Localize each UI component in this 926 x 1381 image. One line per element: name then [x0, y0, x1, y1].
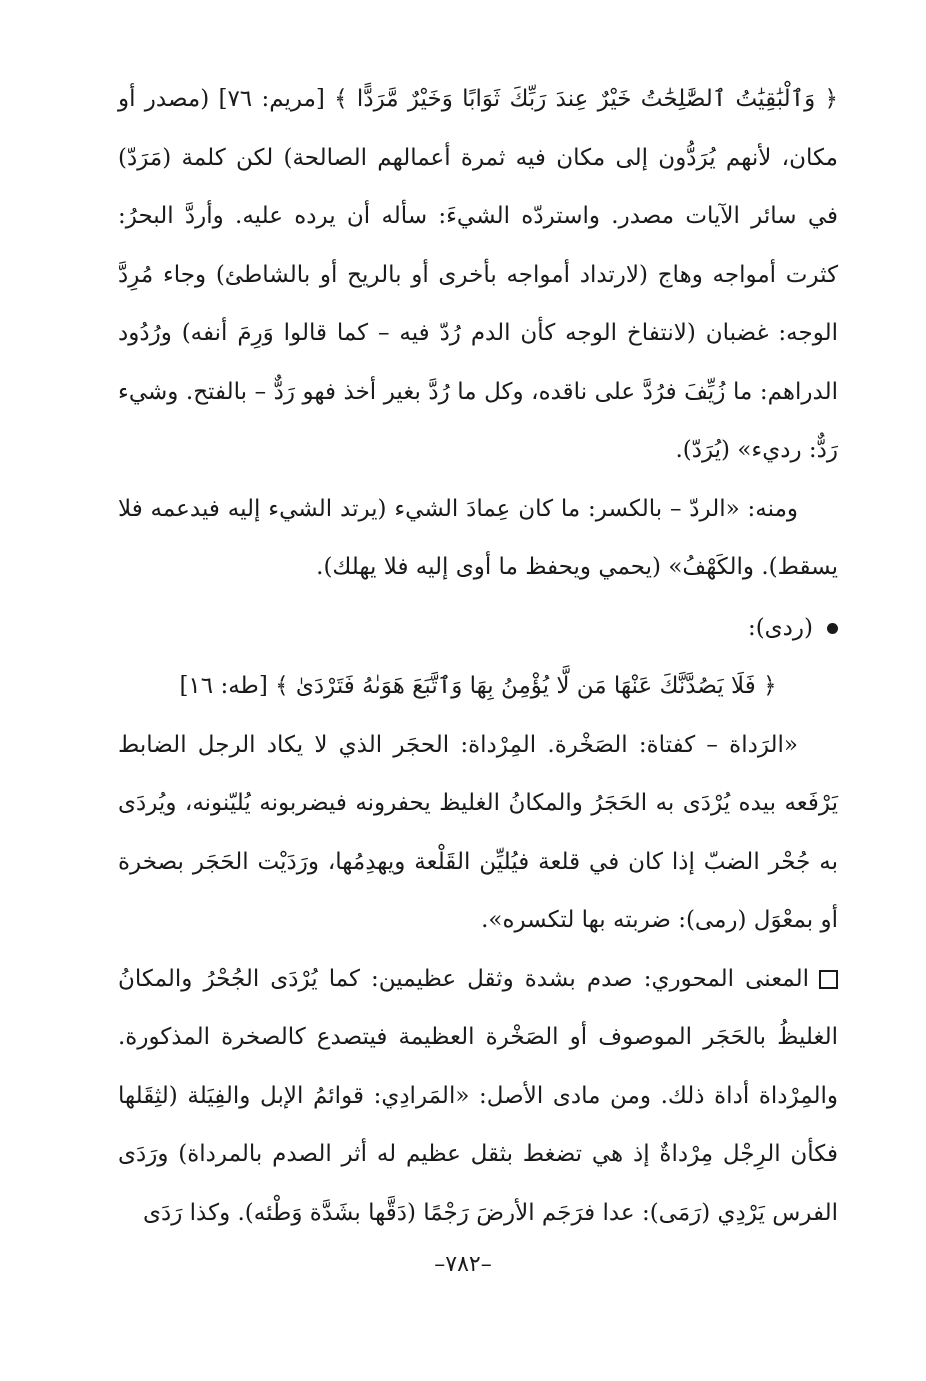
text-line: الوجه: غضبان (لانتفاخ الوجه كأن الدم رُدّ فيه – كما قالوا وَرِمَ أنفه) ورُدُود: [118, 320, 838, 346]
paragraph-4: [118, 950, 838, 1243]
text-line: بمعْوَل (رمى): ضربته بها لتكسره».: [481, 907, 814, 933]
section-heading: [118, 599, 838, 658]
paragraph-1: [118, 70, 838, 480]
text-line: جُحْر الضبّ إذا كان في قلعة فيُليِّن القَلْعة ويهدِمُها، ورَدَيْت الحَجَر بصخرة أو: [118, 848, 838, 933]
text-line: والمِرْداة أداة ذلك. ومن مادى الأصل: «المَرادِي: قوائمُ الإبل والفِيَلة (لثِقَلها: [118, 1082, 838, 1109]
square-icon: [819, 970, 838, 989]
text-line: يَرْفَعه بيده يُرْدَى به الحَجَرُ والمكانُ الغليظ يحفرونه فيضربونه يُليّنونه، ويُردَى به: [118, 790, 838, 875]
main-text: [118, 70, 838, 1242]
text-line: ﴿ وَٱلْبَٰقِيَٰتُ ٱلصَّٰلِحَٰتُ خَيْرٌ عِندَ رَبِّكَ ثَوَابًا وَخَيْرٌ مَّرَدًّا ﴾ [مريم: ٧٦] (مصدر أو: [118, 86, 838, 112]
text-line: سائر الآيات مصدر. واستردّه الشيءَ: سأله أن يرده عليه. وأردَّ البحرُ: كثرت: [118, 203, 839, 288]
paragraph-3: [118, 716, 838, 950]
text-line: أمواجه وهاج (لارتداد أمواجه بأخرى أو بالريح أو بالشاطئ) وجاء مُرِدَّ: [118, 261, 777, 288]
verse-text: ﴿ فَلَا يَصُدَّنَّكَ عَنْهَا مَن لَّا يُؤْمِنُ بِهَا وَٱتَّبَعَ هَوَىٰهُ فَتَرْدَىٰ ﴾ [طه: ١٦]: [179, 673, 777, 699]
heading-text: (ردى):: [747, 614, 813, 641]
text-line: فكأن الرِجْل مِرْداةٌ إذ هي تضغط بثقل عظيم له أثر الصدم بالمرداة) ورَدَى: [118, 1141, 838, 1167]
text-line: رَدٌّ: رديء» (يُرَدّ).: [675, 437, 838, 463]
text-line: المعنى المحوري: صدم بشدة وثقل عظيمين: كما يُرْدَى الجُحْرُ والمكانُ: [118, 965, 809, 992]
page-number: –٧٨٢–: [434, 1252, 492, 1277]
text-line: «الرَداة – كفتاة: الصَخْرة. المِرْداة: الحجَر الذي لا يكاد الرجل الضابط: [118, 731, 798, 758]
text-line: الغليظُ بالحَجَر الموصوف أو الصَخْرة العظيمة فيتصدع كالصخرة المذكورة.: [118, 1024, 838, 1050]
quran-verse: [118, 657, 838, 716]
paragraph-2: [118, 480, 838, 597]
bullet-icon: [827, 623, 838, 634]
text-line: يسقط). والكَهْفُ» (يحمي ويحفظ ما أوى إليه فلا يهلك).: [316, 554, 838, 580]
text-line: مكان، لأنهم يُرَدُّون إلى مكان فيه ثمرة أعمالهم الصالحة) لكن كلمة (مَرَدّ) في: [118, 144, 839, 229]
text-line: ومنه: «الردّ – بالكسر: ما كان عِمادَ الشيء (يرتد الشيء إليه فيدعمه فلا: [118, 495, 798, 522]
text-line: الدراهم: ما زُيِّفَ فرُدَّ على ناقده، وكل ما رُدَّ بغير أخذ فهو رَدٌّ – بالفتح. وشيء: [118, 378, 838, 405]
text-line: الفرس يَرْدِي (رَمَى): عدا فرَجَم الأرضَ رَجْمًا (دَقَّها بشَدَّة وَطْئه). وكذا رَدَى: [143, 1199, 838, 1226]
